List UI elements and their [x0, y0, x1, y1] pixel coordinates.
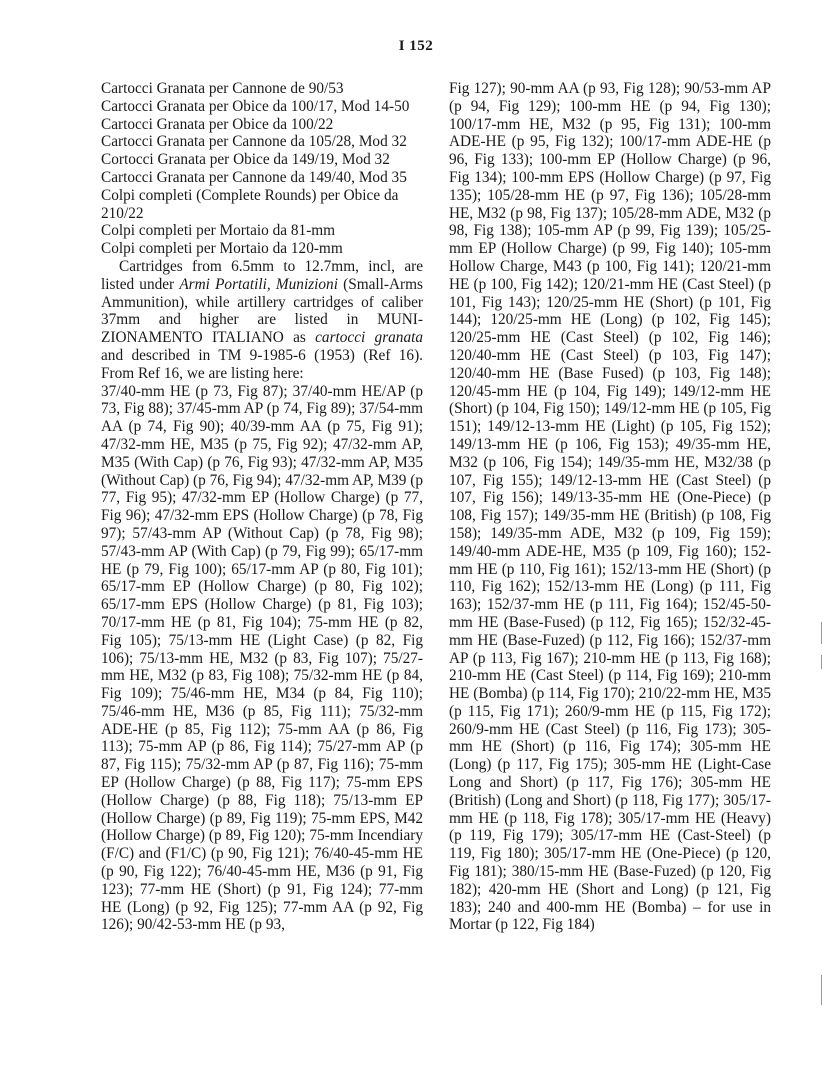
intro-text: Cartridges from 6.5mm to 12.7mm, incl, are listed under [101, 257, 423, 293]
ammunition-list-left: 37/40-mm HE (p 73, Fig 87); 37/40-mm HE/AP (p 73, Fig 88); 37/45-mm AP (p 74, Fig 89); 37/54-mm AA (p 74, Fig 90); 40/39-mm AA (p 75, Fig 91); 47/32-mm HE, M35 (p 75, Fig 92); 47/32-mm AP, M35 (With Cap) (p 76, Fig 93); 47/32-mm AP, M35 (Without Cap) (p 76, Fig 94); 47/32-mm AP, M39 (p 77, Fig 95); 47/32-mm EP (Hollow Charge) (p 77, Fig 96); 47/32-mm EPS (Hollow Charge) (p 78, Fig 97); 57/43-mm AP (Without Cap) (p 78, Fig 98); 57/43-mm AP (With Cap) (p 79, Fig 99); 65/17-mm HE (p 79, Fig 100); 65/17-mm AP (p 80, Fig 101); 65/17-mm EP (Hollow Charge) (p 80, Fig 102); 65/17-mm EPS (Hollow Charge) (p 81, Fig 103); 70/17-mm HE (p 81, Fig 104); 75-mm HE (p 82, Fig 105); 75/13-mm HE (Light Case) (p 82, Fig 106); 75/13-mm HE, M32 (p 83, Fig 107); 75/27-mm HE, M32 (p 83, Fig 108); 75/32-mm HE (p 84, Fig 109); 75/46-mm HE, M34 (p 84, Fig 110); 75/46-mm HE, M36 (p 85, Fig 111); 75/32-mm ADE-HE (p 85, Fig 112); 75-mm AA (p 86, Fig 113); 75-mm AP (p 86, Fig 114); 75/27-mm AP (p 87, Fig 115); 75/32-mm AP (p 87, Fig 116); 75-mm EP (Hollow Charge) (p 88, Fig 117); 75-mm EPS (Hollow Charge) (p 88, Fig 118); 75/13-mm EP (Hollow Charge) (p 89, Fig 119); 75-mm EPS, M42 (Hollow Charge) (p 89, Fig 120); 75-mm Incendiary (F/C) and (F1/C) (p 90, Fig 121); 76/40-45-mm HE (p 90, Fig 122); 76/40-45-mm HE, M36 (p 91, Fig 123); 77-mm HE (Short) (p 91, Fig 124); 77-mm HE (Long) (p 92, Fig 125); 77-mm AA (p 92, Fig 126); 90/42-53-mm HE (p 93, [101, 382, 423, 934]
list-item: Colpi completi (Complete Rounds) per Obice da 210/22 [101, 186, 399, 222]
intro-text: and described in TM 9-1985-6 (1953) (Ref 16). From Ref 16, we are listing here: [101, 346, 423, 382]
list-item: Cartocci Granata per Obice da 100/17, Mod 14-50 [101, 97, 410, 115]
page-number: I 152 [398, 38, 434, 54]
list-item: Cartocci Granata per Cannone de 90/53 [101, 80, 344, 97]
italic-term: Armi Portatili, Munizioni [179, 275, 338, 293]
italic-term: cartocci granata [315, 329, 423, 347]
list-item: Cartocci Granata per Obice da 100/22 [101, 115, 334, 133]
scan-mark [821, 622, 822, 644]
intro-text: (Small-Arms Ammunition), while artillery cartridges of caliber 37mm and higher are listed in MUNI-ZIONAMENTO ITALIANO as [101, 275, 423, 347]
left-column [101, 80, 423, 934]
ammunition-list-right: Fig 127); 90-mm AA (p 93, Fig 128); 90/53-mm AP (p 94, Fig 129); 100-mm HE (p 94, Fig 130); 100/17-mm HE, M32 (p 95, Fig 131); 100-mm ADE-HE (p 95, Fig 132); 100/17-mm ADE-HE (p 96, Fig 133); 100-mm EP (Hollow Charge) (p 96, Fig 134); 100-mm EPS (Hollow Charge) (p 97, Fig 135); 105/28-mm HE (p 97, Fig 136); 105/28-mm HE, M32 (p 98, Fig 137); 105/28-mm ADE, M32 (p 98, Fig 138); 105-mm AP (p 99, Fig 139); 105/25-mm EP (Hollow Charge) (p 99, Fig 140); 105-mm Hollow Charge, M43 (p 100, Fig 141); 120/21-mm HE (p 100, Fig 142); 120/21-mm HE (Cast Steel) (p 101, Fig 143); 120/25-mm HE (Short) (p 101, Fig 144); 120/25-mm HE (Long) (p 102, Fig 145); 120/25-mm HE (Cast Steel) (p 102, Fig 146); 120/40-mm HE (Cast Steel) (p 103, Fig 147); 120/40-mm HE (Base Fused) (p 103, Fig 148); 120/45-mm HE (p 104, Fig 149); 149/12-mm HE (Short) (p 104, Fig 150); 149/12-mm HE (p 105, Fig 151); 149/12-13-mm HE (Light) (p 105, Fig 152); 149/13-mm HE (p 106, Fig 153); 49/35-mm HE, M32 (p 106, Fig 154); 149/35-mm HE, M32/38 (p 107, Fig 155); 149/12-13-mm HE (Cast Steel) (p 107, Fig 156); 149/13-35-mm HE (One-Piece) (p 108, Fig 157); 149/35-mm HE (British) (p 108, Fig 158); 149/35-mm ADE, M32 (p 109, Fig 159); 149/40-mm ADE-HE, M35 (p 109, Fig 160); 152-mm HE (p 110, Fig 161); 152/13-mm HE (Short) (p 110, Fig 162); 152/13-mm HE (Long) (p 111, Fig 163); 152/37-mm HE (p 111, Fig 164); 152/45-50-mm HE (Base-Fused) (p 112, Fig 165); 152/32-45-mm HE (Base-Fuzed) (p 112, Fig 166); 152/37-mm AP (p 113, Fig 167); 210-mm HE (p 113, Fig 168); 210-mm HE (Cast Steel) (p 114, Fig 169); 210-mm HE (Bomba) (p 114, Fig 170); 210/22-mm HE, M35 (p 115, Fig 171); 260/9-mm HE (p 115, Fig 172); 260/9-mm HE (Cast Steel) (p 116, Fig 173); 305-mm HE (Short) (p 116, Fig 174); 305-mm HE (Long) (p 117, Fig 175); 305-mm HE (Light-Case Long and Short) (p 117, Fig 176); 305-mm HE (British) (Long and Short) (p 118, Fig 177); 305/17-mm HE (p 118, Fig 178); 305/17-mm HE (Heavy) (p 119, Fig 179); 305/17-mm HE (Cast-Steel) (p 119, Fig 180); 305/17-mm HE (One-Piece) (p 120, Fig 181); 380/15-mm HE (Base-Fuzed) (p 120, Fig 182); 420-mm HE (Short and Long) (p 121, Fig 183); 240 and 400-mm HE (Bomba) – for use in Mortar (p 122, Fig 184) [449, 80, 771, 934]
list-item: Cartocci Granata per Cannone da 149/40, Mod 35 [101, 168, 407, 186]
scan-mark [821, 975, 822, 1005]
intro-paragraph [101, 258, 423, 383]
list-item: Colpi completi per Mortaio da 120-mm [101, 240, 343, 258]
list-item: Cortocci Granata per Obice da 149/19, Mod 32 [101, 151, 390, 169]
list-item: Cartocci Granata per Cannone da 105/28, Mod 32 [101, 133, 407, 151]
right-column [449, 80, 771, 934]
scan-mark [821, 655, 822, 669]
list-item: Colpi completi per Mortaio da 81-mm [101, 222, 336, 240]
